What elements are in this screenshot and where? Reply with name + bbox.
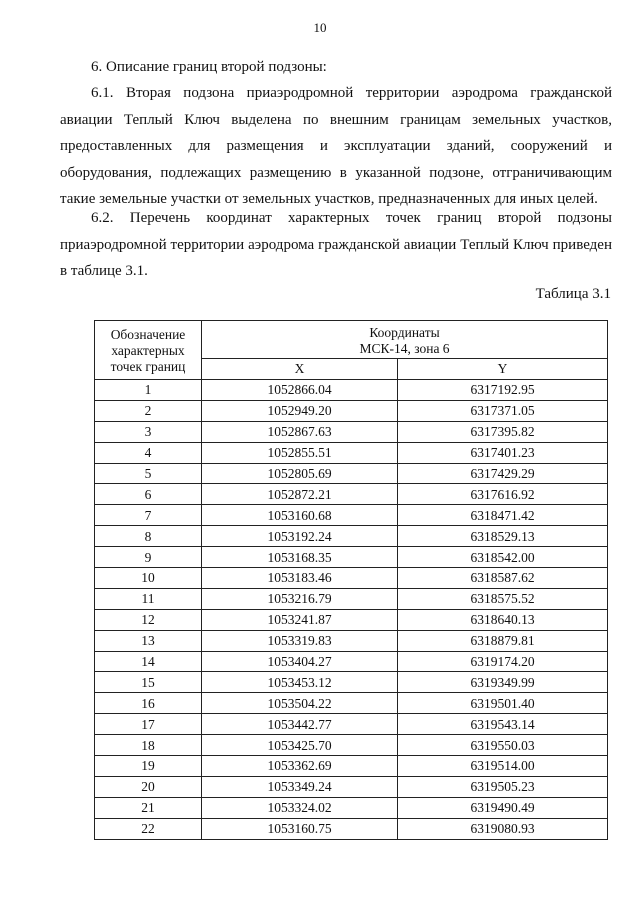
- y-coordinate-cell: 6317371.05: [398, 400, 608, 421]
- x-coordinate-cell: 1053362.69: [202, 756, 398, 777]
- x-coordinate-cell: 1052867.63: [202, 421, 398, 442]
- y-coordinate-cell: 6318542.00: [398, 547, 608, 568]
- y-coordinate-cell: 6318529.13: [398, 526, 608, 547]
- header-coordinate-system: МСК-14, зона 6: [359, 341, 450, 356]
- table-caption: Таблица 3.1: [535, 286, 611, 302]
- x-coordinate-cell: 1053216.79: [202, 588, 398, 609]
- paragraph-6-1: 6.1. Вторая подзона приаэродромной территории аэродрома гражданской авиации Теплый Ключ выделена по внешним границам земельных участков, предоставленных для размещения и эксплуатации зданий, сооружений и оборудования, подлежащих размещению в указанной подзоне, отграничивающим такие земельные участки от земельных участков, предназначенных для иных целей.: [60, 85, 612, 207]
- table-row: [95, 797, 608, 818]
- coordinates-table: [94, 320, 608, 840]
- x-coordinate-cell: 1053324.02: [202, 797, 398, 818]
- table-row: [95, 526, 608, 547]
- table-row: [95, 756, 608, 777]
- point-number-cell: 12: [95, 609, 202, 630]
- x-coordinate-cell: 1052866.04: [202, 380, 398, 401]
- point-number-cell: 22: [95, 818, 202, 839]
- x-coordinate-cell: 1053183.46: [202, 568, 398, 589]
- point-number-cell: 5: [95, 463, 202, 484]
- point-number-cell: 19: [95, 756, 202, 777]
- point-number-cell: 14: [95, 651, 202, 672]
- y-coordinate-cell: 6319490.49: [398, 797, 608, 818]
- table-row: [95, 421, 608, 442]
- table-body: [95, 380, 608, 840]
- x-coordinate-cell: 1052805.69: [202, 463, 398, 484]
- point-number-cell: 20: [95, 776, 202, 797]
- table-row: [95, 400, 608, 421]
- paragraph-6-2: 6.2. Перечень координат характерных точек границ второй подзоны приаэродромной территории аэродрома гражданской авиации Теплый Ключ приведен в таблице 3.1.: [60, 210, 612, 279]
- table-row: [95, 588, 608, 609]
- table-row: [95, 672, 608, 693]
- y-coordinate-cell: 6318587.62: [398, 568, 608, 589]
- point-number-cell: 9: [95, 547, 202, 568]
- table-row: [95, 651, 608, 672]
- table-row: [95, 714, 608, 735]
- y-coordinate-cell: 6318640.13: [398, 609, 608, 630]
- x-coordinate-cell: 1053192.24: [202, 526, 398, 547]
- x-coordinate-cell: 1053241.87: [202, 609, 398, 630]
- table-row: [95, 505, 608, 526]
- x-coordinate-cell: 1053425.70: [202, 735, 398, 756]
- table-row: [95, 735, 608, 756]
- x-coordinate-cell: 1052855.51: [202, 442, 398, 463]
- y-coordinate-cell: 6318575.52: [398, 588, 608, 609]
- table-row: [95, 442, 608, 463]
- y-coordinate-cell: 6319514.00: [398, 756, 608, 777]
- table-row: [95, 818, 608, 839]
- point-number-cell: 18: [95, 735, 202, 756]
- header-coordinates: [202, 321, 608, 359]
- x-coordinate-cell: 1053442.77: [202, 714, 398, 735]
- x-coordinate-cell: 1052949.20: [202, 400, 398, 421]
- y-coordinate-cell: 6319550.03: [398, 735, 608, 756]
- table-row: [95, 568, 608, 589]
- point-number-cell: 16: [95, 693, 202, 714]
- point-number-cell: 15: [95, 672, 202, 693]
- y-coordinate-cell: 6318471.42: [398, 505, 608, 526]
- x-coordinate-cell: 1053504.22: [202, 693, 398, 714]
- y-coordinate-cell: 6317192.95: [398, 380, 608, 401]
- point-number-cell: 10: [95, 568, 202, 589]
- point-number-cell: 13: [95, 630, 202, 651]
- table-row: [95, 484, 608, 505]
- point-number-cell: 6: [95, 484, 202, 505]
- table-row: [95, 463, 608, 484]
- header-x: X: [202, 359, 398, 380]
- x-coordinate-cell: 1053168.35: [202, 547, 398, 568]
- x-coordinate-cell: 1053453.12: [202, 672, 398, 693]
- point-number-cell: 3: [95, 421, 202, 442]
- header-coordinates-title: Координаты: [369, 325, 440, 340]
- y-coordinate-cell: 6317395.82: [398, 421, 608, 442]
- x-coordinate-cell: 1053319.83: [202, 630, 398, 651]
- table-row: [95, 380, 608, 401]
- y-coordinate-cell: 6319505.23: [398, 776, 608, 797]
- point-number-cell: 1: [95, 380, 202, 401]
- point-number-cell: 17: [95, 714, 202, 735]
- x-coordinate-cell: 1053160.68: [202, 505, 398, 526]
- y-coordinate-cell: 6319080.93: [398, 818, 608, 839]
- y-coordinate-cell: 6319543.14: [398, 714, 608, 735]
- x-coordinate-cell: 1052872.21: [202, 484, 398, 505]
- point-number-cell: 21: [95, 797, 202, 818]
- x-coordinate-cell: 1053160.75: [202, 818, 398, 839]
- y-coordinate-cell: 6317429.29: [398, 463, 608, 484]
- header-point-designation: Обозначение характерных точек границ: [95, 321, 202, 380]
- section-heading: 6. Описание границ второй подзоны:: [91, 59, 327, 75]
- point-number-cell: 2: [95, 400, 202, 421]
- point-number-cell: 4: [95, 442, 202, 463]
- y-coordinate-cell: 6318879.81: [398, 630, 608, 651]
- y-coordinate-cell: 6319501.40: [398, 693, 608, 714]
- y-coordinate-cell: 6319349.99: [398, 672, 608, 693]
- x-coordinate-cell: 1053349.24: [202, 776, 398, 797]
- point-number-cell: 11: [95, 588, 202, 609]
- table-row: [95, 693, 608, 714]
- header-y: Y: [398, 359, 608, 380]
- y-coordinate-cell: 6319174.20: [398, 651, 608, 672]
- point-number-cell: 7: [95, 505, 202, 526]
- x-coordinate-cell: 1053404.27: [202, 651, 398, 672]
- table-row: [95, 776, 608, 797]
- table-row: [95, 630, 608, 651]
- y-coordinate-cell: 6317401.23: [398, 442, 608, 463]
- table-row: [95, 547, 608, 568]
- y-coordinate-cell: 6317616.92: [398, 484, 608, 505]
- table-row: [95, 609, 608, 630]
- point-number-cell: 8: [95, 526, 202, 547]
- page-number: 10: [313, 20, 327, 35]
